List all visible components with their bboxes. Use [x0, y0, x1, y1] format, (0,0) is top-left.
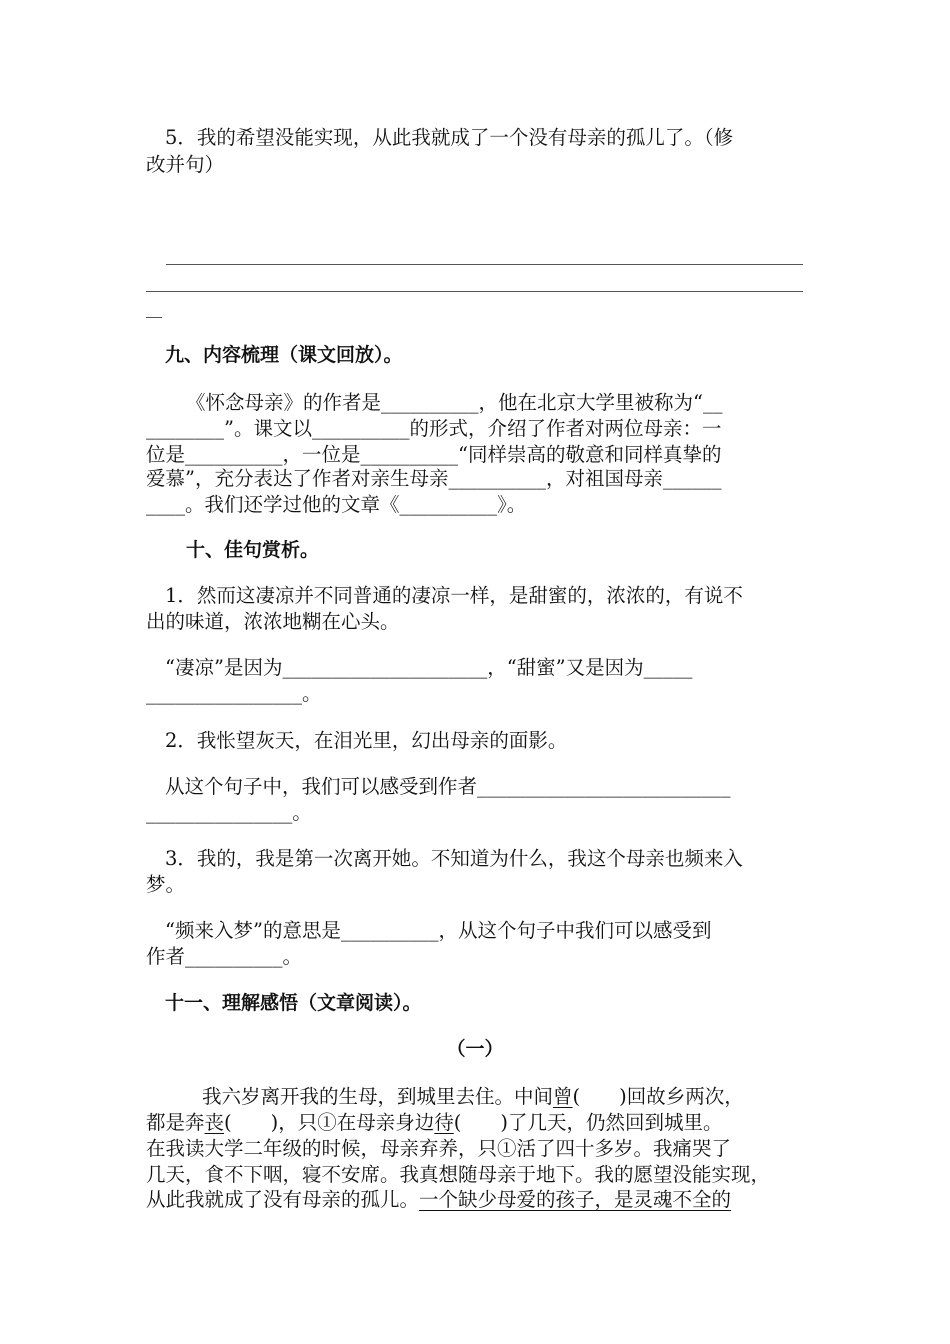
- answer-1-line2: ________________。: [146, 682, 322, 705]
- sentence-3-line1: 3．我的，我是第一次离开她。不知道为什么，我这个母亲也频来入: [165, 847, 743, 870]
- section-9-line: ____。我们还学过他的文章《__________》。: [146, 493, 527, 516]
- section-11-heading: 十一、理解感悟（文章阅读）。: [165, 992, 422, 1014]
- answer-3-line1: “频来入梦”的意思是__________，从这个句子中我们可以感受到: [165, 919, 712, 942]
- answer-2-line1: 从这个句子中，我们可以感受到作者__________________________: [165, 775, 731, 798]
- answer-rule-1: [166, 264, 803, 265]
- sentence-2: 2．我怅望灰天，在泪光里，幻出母亲的面影。: [165, 729, 568, 752]
- underlined-char: 待: [434, 1111, 454, 1134]
- question-5-line2: 改并句）: [146, 153, 225, 176]
- section-10-heading: 十、佳句赏析。: [186, 539, 320, 561]
- passage-part-title: （一）: [446, 1038, 504, 1060]
- underlined-char: 曾: [553, 1085, 573, 1108]
- section-9-line: 《怀念母亲》的作者是__________，他在北京大学里被称为“__: [186, 391, 723, 414]
- sentence-3-line2: 梦。: [146, 873, 186, 896]
- question-5-line1: 5．我的希望没能实现，从此我就成了一个没有母亲的孤儿了。（修: [165, 126, 734, 149]
- passage-line: 在我读大学二年级的时候，母亲弃养，只①活了四十多岁。我痛哭了: [146, 1137, 732, 1160]
- passage-line: 都是奔丧( )，只①在母亲身边待( )了几天，仍然回到城里。: [146, 1111, 723, 1134]
- section-9-heading: 九、内容梳理（课文回放）。: [165, 344, 403, 366]
- answer-rule-3: [146, 317, 162, 318]
- underlined-sentence: 一个缺少母爱的孩子，是灵魂不全的: [419, 1188, 732, 1211]
- answer-rule-2: [146, 291, 803, 292]
- passage-line: 我六岁离开我的生母，到城里去住。中间曾( )回故乡两次，: [202, 1085, 744, 1108]
- sentence-1-line1: 1．然而这凄凉并不同普通的凄凉一样，是甜蜜的，浓浓的，有说不: [165, 584, 743, 607]
- answer-1-line1: “凄凉”是因为_____________________，“甜蜜”又是因为_____: [165, 656, 693, 679]
- passage-line: 从此我就成了没有母亲的孤儿。一个缺少母爱的孩子，是灵魂不全的: [146, 1188, 732, 1211]
- underlined-char: 丧: [204, 1111, 225, 1134]
- passage-line: 几天，食不下咽，寝不安席。我真想随母亲于地下。我的愿望没能实现，: [146, 1163, 771, 1186]
- sentence-1-line2: 出的味道，浓浓地糊在心头。: [146, 610, 400, 633]
- section-9-line: 爱慕”，充分表达了作者对亲生母亲__________，对祖国母亲______: [146, 467, 722, 490]
- answer-2-line2: _______________。: [146, 801, 312, 824]
- section-9-line: 位是__________，一位是__________“同样崇高的敬意和同样真挚的: [146, 443, 722, 466]
- section-9-line: ________”。课文以__________的形式，介绍了作者对两位母亲：一: [146, 417, 722, 440]
- answer-3-line2: 作者__________。: [146, 945, 303, 968]
